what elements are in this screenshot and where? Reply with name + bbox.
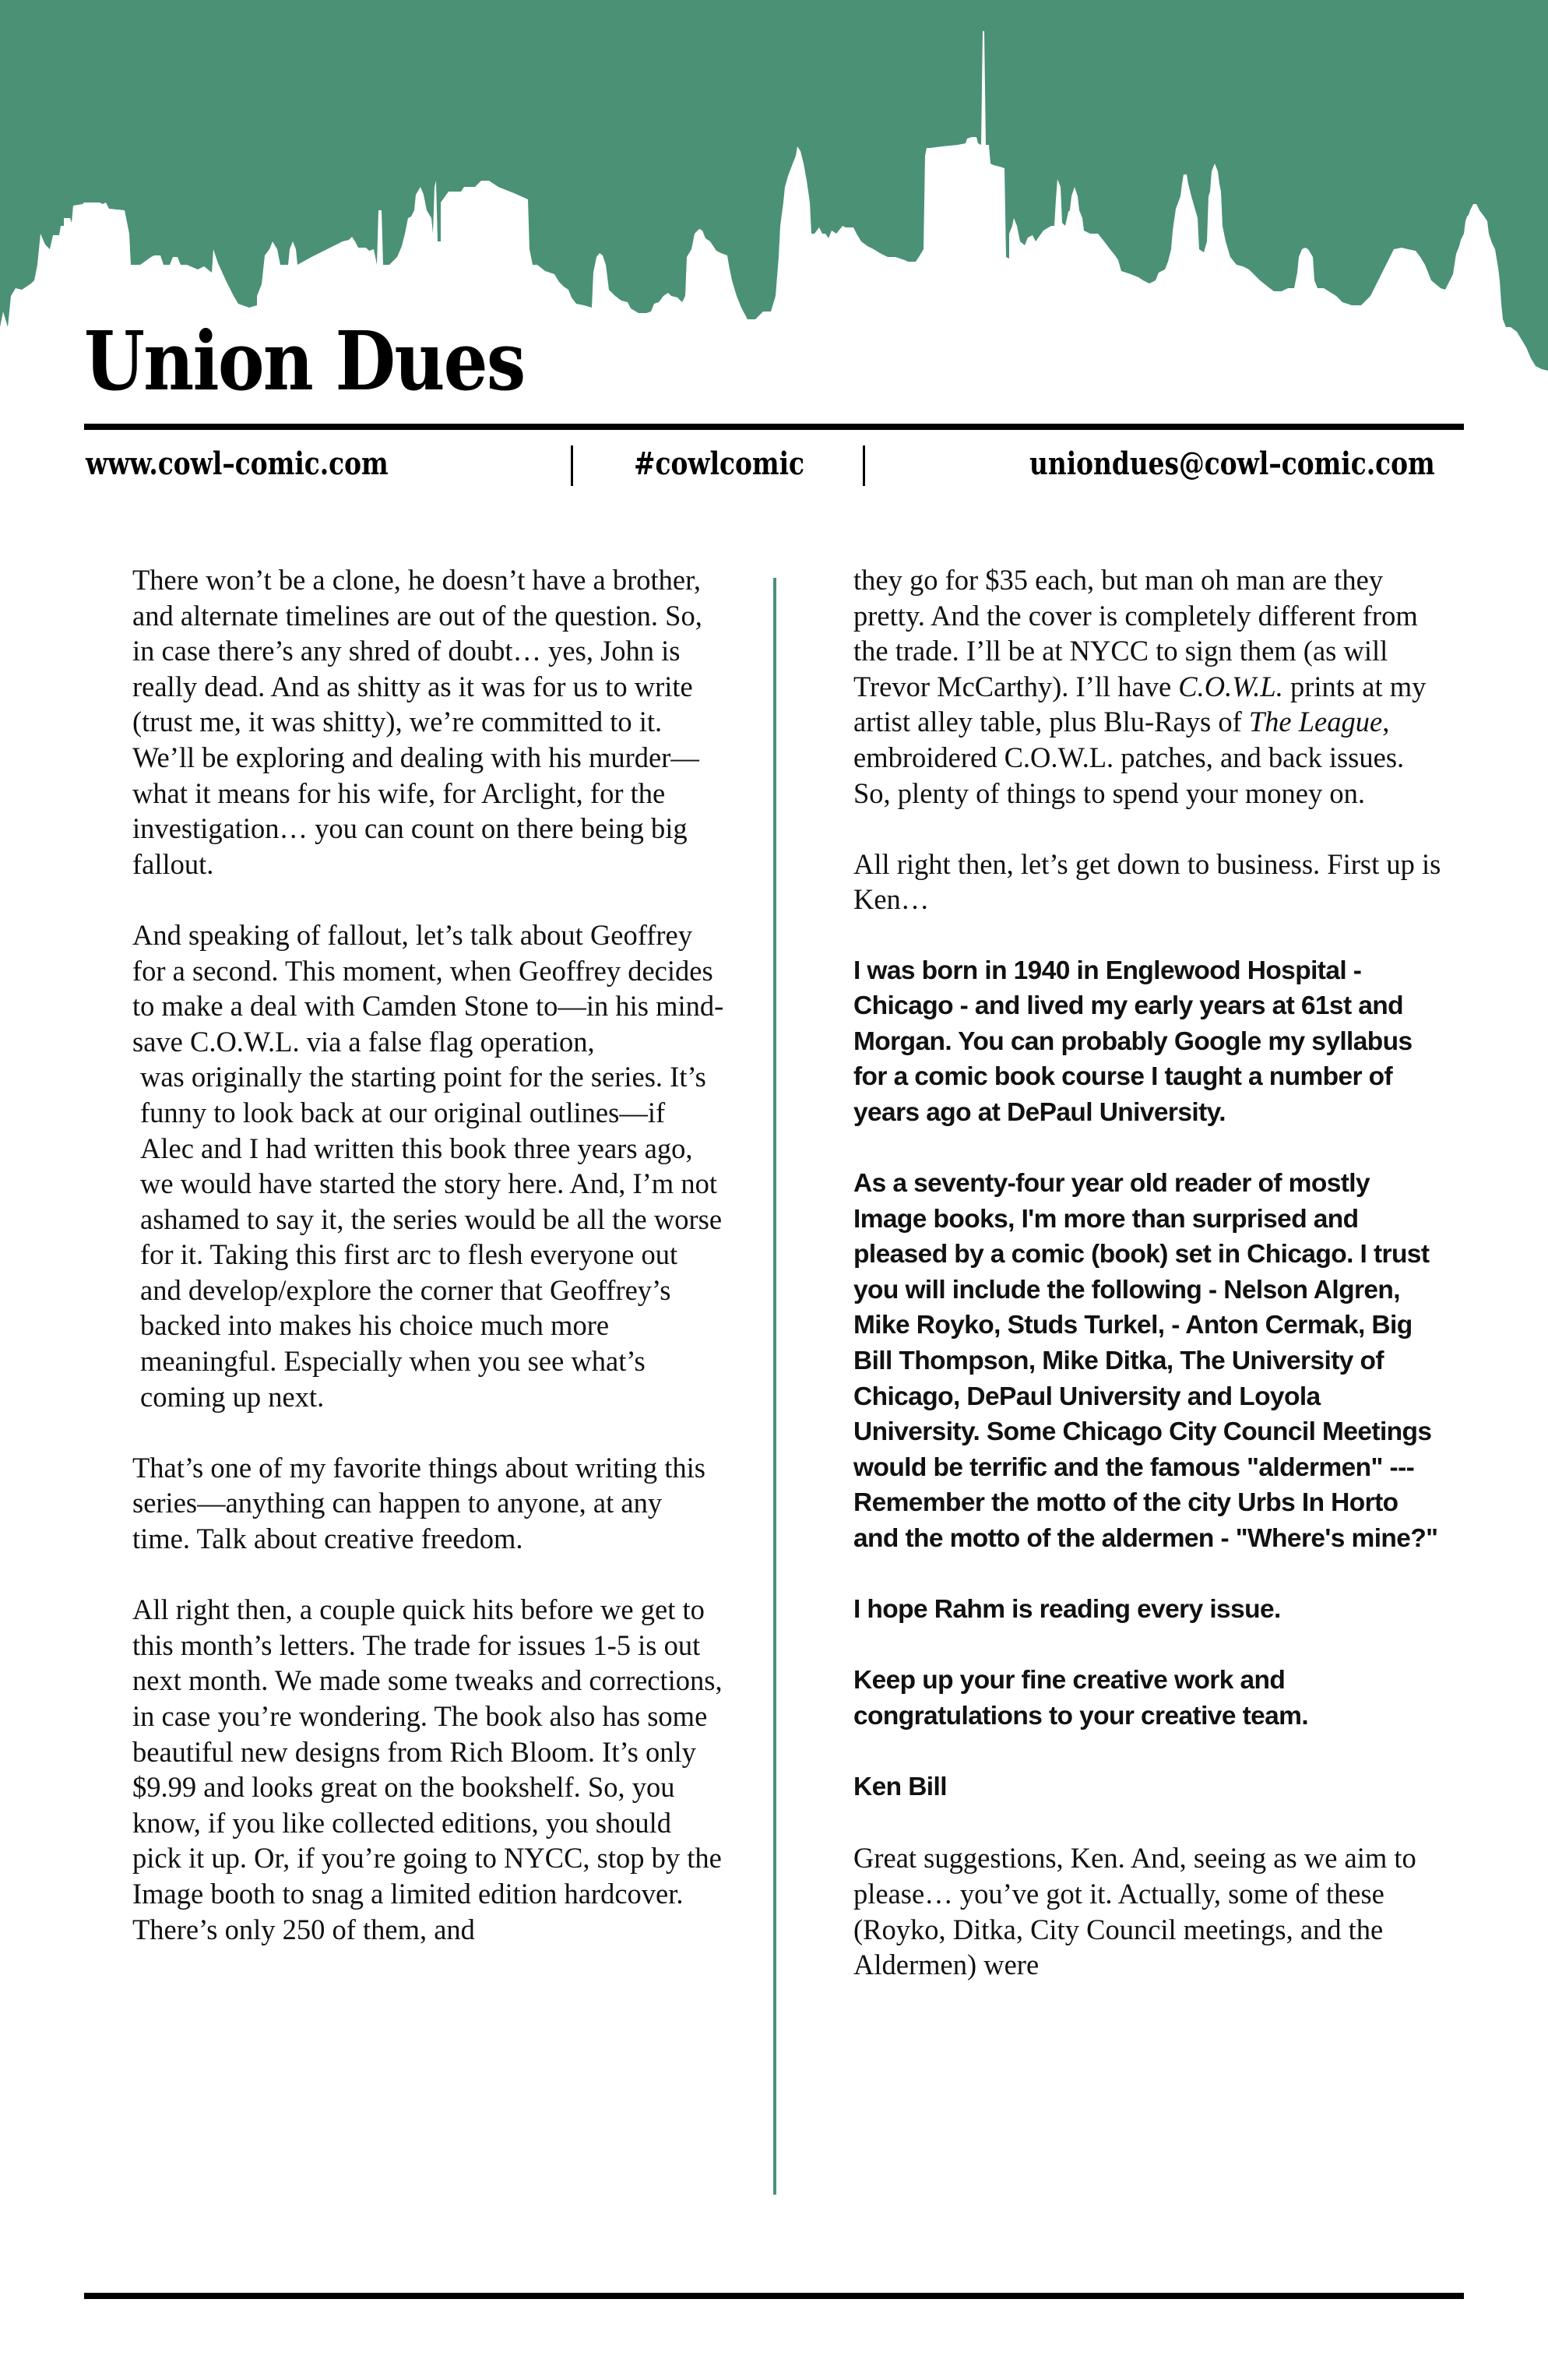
paragraph	[853, 562, 1445, 811]
paragraph	[132, 917, 724, 1414]
page-title: Union Dues	[84, 313, 525, 409]
text-run: prints at my artist alley table, plus Blu-Rays of	[853, 670, 1427, 738]
footer-rule	[84, 2293, 1464, 2299]
header-rule	[84, 424, 1464, 430]
paragraph-part: And speaking of fallout, let’s talk about Geoffrey for a second. This moment, when Geoffrey decides to make a deal with Camden Stone to—in his mind-save C.O.W.L. via a false flag operation,	[132, 918, 724, 1058]
spacer	[132, 1414, 724, 1450]
left-column	[132, 562, 724, 1983]
paragraph-part-indented: was originally the starting point for the series. It’s funny to look back at our original outlines—if Alec and I had written this book three years ago, we would have started the story here. And, I’m not ashamed to say it, the series would be all the worse for it. Taking this first arc to flesh everyone out and develop/explore the corner that Geoffrey’s backed into makes his choice much more meaningful. Especially when you see what’s coming up next.	[140, 1061, 723, 1413]
text-run: they go for $35 each, but man oh man are they pretty. And the cover is completely different from the trade. I’ll be at NYCC to sign them (as will Trevor McCarthy). I’ll have	[853, 564, 1418, 702]
email-link[interactable]: uniondues@cowl–comic.com	[1029, 445, 1435, 482]
letter-signature: Ken Bill	[853, 1773, 947, 1802]
paragraph: That’s one of my favorite things about writing this series—anything can happen to anyone, at any time. Talk about creative freedom.	[132, 1451, 705, 1555]
letter-paragraph: I was born in 1940 in Englewood Hospital - Chicago - and lived my early years at 61st and Morgan. You can probably Google my syllabus for a comic book course I taught a number of years ago at DePaul University.	[853, 956, 1413, 1127]
italic-title: C.O.W.L.	[1178, 670, 1283, 702]
contact-separator	[571, 445, 573, 486]
website-link[interactable]: www.cowl–comic.com	[86, 445, 389, 482]
text-run: , embroidered C.O.W.L. patches, and back issues. So, plenty of things to spend your money on.	[853, 706, 1405, 809]
paragraph: There won’t be a clone, he doesn’t have a brother, and alternate timelines are out of the question. So, in case there’s any shred of doubt… yes, John is really dead. And as shitty as it was for us to write (trust me, it was shitty), we’re committed to it. We’ll be exploring and dealing with his murder—what it means for his wife, for Arclight, for the investigation… you can count on there being big fallout.	[132, 564, 702, 880]
hashtag-text: #cowlcomic	[634, 445, 805, 482]
column-divider	[773, 578, 776, 2195]
italic-title: The League	[1248, 706, 1383, 738]
paragraph: All right then, a couple quick hits before we get to this month’s letters. The trade for issues 1-5 is out next month. We made some tweaks and corrections, in case you’re wondering. The book also has some beautiful new designs from Rich Bloom. It’s only $9.99 and looks great on the bookshelf. So, you know, if you like collected editions, you should pick it up. Or, if you’re going to NYCC, stop by the Image booth to snag a limited edition hardcover. There’s only 250 of them, and	[132, 1593, 723, 1945]
contact-separator	[863, 445, 865, 486]
letter-paragraph: I hope Rahm is reading every issue.	[853, 1595, 1281, 1625]
letter-paragraph: As a seventy-four year old reader of mostly Image books, I'm more than surprised and pleased by a comic (book) set in Chicago. I trust you will include the following - Nelson Algren, Mike Royko, Studs Turkel, - Anton Cermak, Big Bill Thompson, Mike Ditka, The University of Chicago, DePaul University and Loyola University. Some Chicago City Council Meetings would be terrific and the famous "aldermen" --- Remember the motto of the city Urbs In Horto and the motto of the aldermen - "Where's mine?"	[853, 1169, 1438, 1554]
right-column	[853, 562, 1445, 2018]
letter-paragraph: Keep up your fine creative work and congratulations to your creative team.	[853, 1666, 1309, 1730]
reply-paragraph: Great suggestions, Ken. And, seeing as we aim to please… you’ve got it. Actually, some of these (Royko, Ditka, City Council meetings, and the Aldermen) were	[853, 1842, 1416, 1981]
paragraph: All right then, let’s get down to business. First up is Ken…	[853, 847, 1441, 916]
